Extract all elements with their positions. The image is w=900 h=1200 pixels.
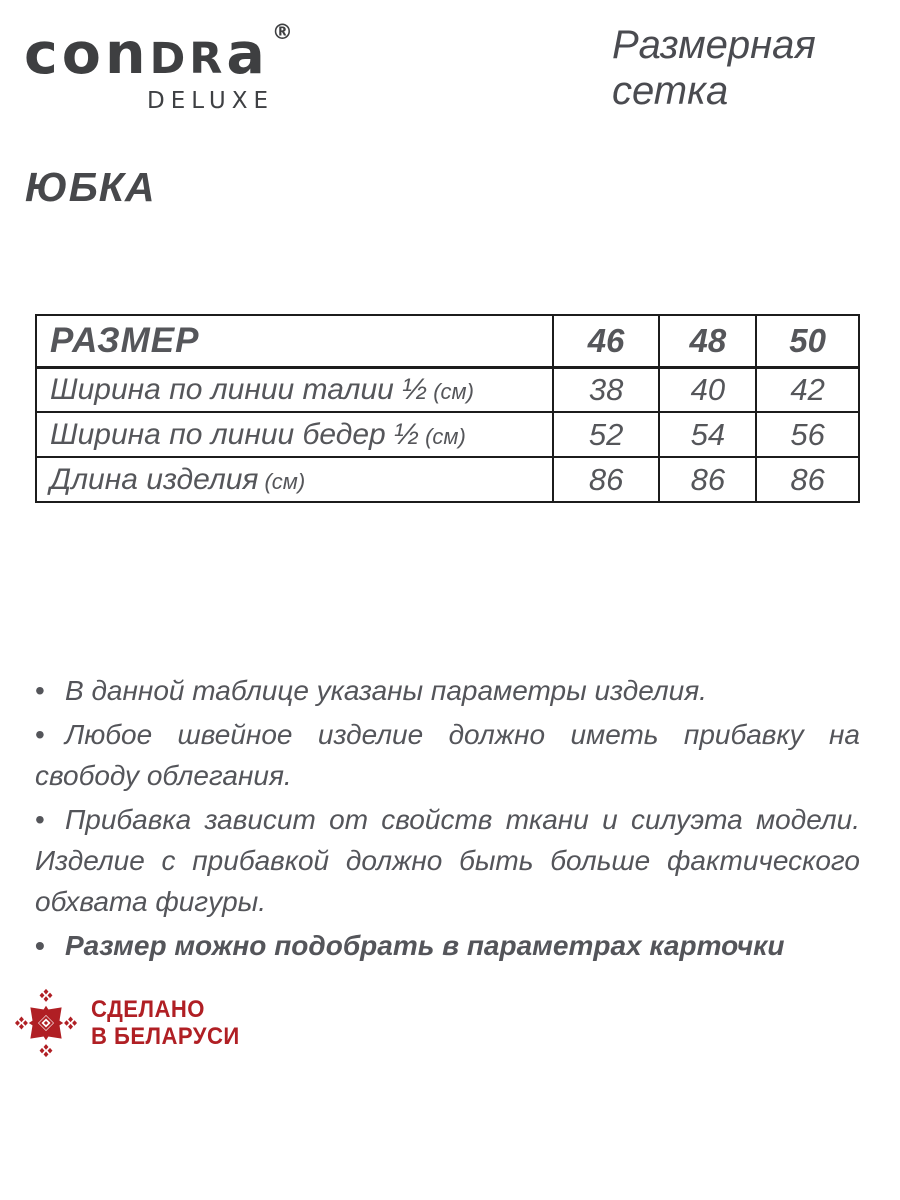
note-item [35,714,860,796]
note-text: Любое швейное изделие должно иметь прибавку на [65,719,860,750]
note-item [35,925,860,966]
size-table-header-row [36,315,859,367]
bullet-icon [35,670,65,711]
logo-letter: n [104,21,150,87]
made-in-line2: В БЕЛАРУСИ [91,1023,240,1050]
logo-letter: o [61,21,105,87]
note-line [35,755,860,796]
cell-value: 40 [659,367,756,412]
cell-value: 38 [553,367,660,412]
note-text: свободу облегания. [35,760,292,791]
made-in-text [91,996,240,1050]
note-text: Размер можно подобрать в параметрах карточки [65,930,785,961]
note-text: обхвата фигуры. [35,886,267,917]
note-item [35,670,860,711]
brand-sublabel: DELUXE [147,88,275,114]
made-in-belarus-badge [14,988,253,1058]
note-line [35,881,860,922]
table-row-length [36,457,859,502]
size-column-header: 48 [659,315,756,367]
note-item [35,799,860,922]
note-line [35,925,860,966]
notes-list [35,670,860,969]
note-line [35,799,860,840]
measure-unit: (см) [425,423,466,449]
note-line [35,714,860,755]
belarus-ornament-icon [14,988,78,1058]
measure-label: Длина изделия [50,462,259,496]
size-column-header: 50 [756,315,859,367]
cell-value: 86 [553,457,660,502]
bullet-icon [35,799,65,840]
measure-label: Ширина по линии бедер ½ [50,417,420,451]
product-title: ЮБКА [25,164,156,210]
made-in-line1: СДЕЛАНО [91,996,205,1023]
page-title: Размерная сетка [612,23,816,113]
cell-value: 52 [553,412,660,457]
row-label [36,367,553,412]
cell-value: 86 [659,457,756,502]
measure-unit: (см) [433,378,474,404]
table-row-hips [36,412,859,457]
row-label [36,457,553,502]
size-table [35,314,860,503]
cell-value: 86 [756,457,859,502]
logo-letter: D [149,34,190,84]
cell-value: 42 [756,367,859,412]
note-line [35,840,860,881]
logo-letter: c [24,21,62,87]
table-row-waist [36,367,859,412]
note-text: В данной таблице указаны параметры изделия. [65,675,707,706]
bullet-icon [35,714,65,755]
cell-value: 54 [659,412,756,457]
row-label [36,412,553,457]
brand-logo [24,20,293,87]
note-line [35,670,860,711]
bullet-icon [35,925,65,966]
note-text: Прибавка зависит от свойств ткани и силуэта модели. [65,804,860,835]
measure-label: Ширина по линии талии ½ [50,372,428,406]
size-column-header: 46 [553,315,660,367]
cell-value: 56 [756,412,859,457]
note-text: Изделие с прибавкой должно быть больше фактического [35,845,860,876]
size-table-title-cell: РАЗМЕР [36,315,553,367]
measure-unit: (см) [264,468,306,494]
registered-trademark-icon: ® [271,20,293,44]
logo-letter: a [226,21,269,87]
logo-letter: R [189,34,227,84]
